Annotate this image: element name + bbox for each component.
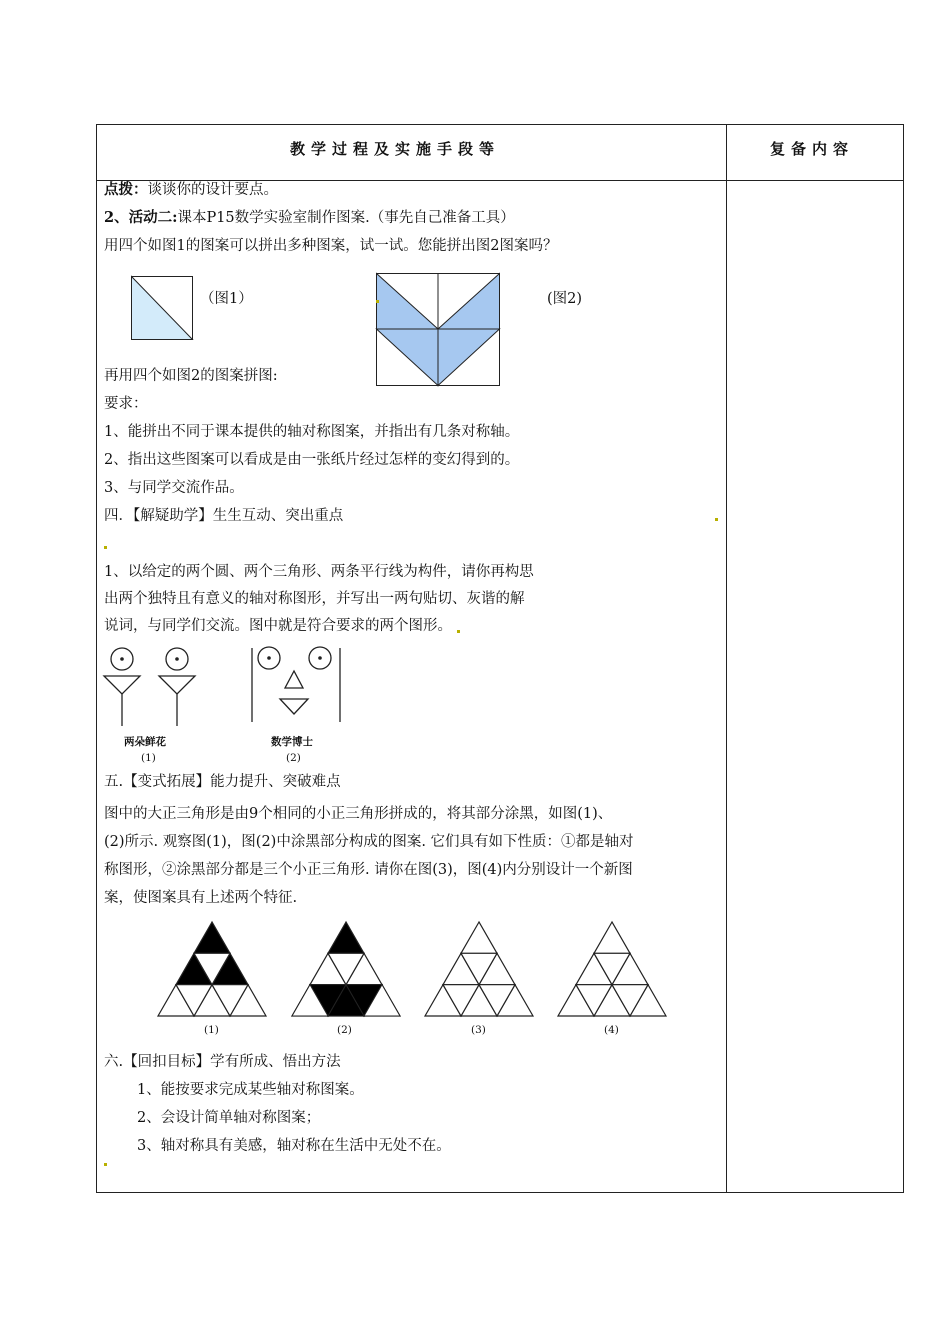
section-6-heading: 六.【回扣目标】学有所成、悟出方法 (104, 1054, 341, 1070)
fig2-caption: (图2) (547, 291, 583, 307)
fig1-caption: （图1） (200, 291, 253, 307)
goal-1: 1、能按要求完成某些轴对称图案。 (137, 1082, 364, 1098)
p5-line-2: (2)所示. 观察图(1)，图(2)中涂黑部分构成的图案. 它们具有如下性质：①都是轴对 (104, 834, 634, 850)
scan-dot (104, 546, 107, 549)
fig-a-label: 两朵鲜花 (124, 736, 166, 748)
hint-line (104, 180, 278, 200)
instruction: 用四个如图1的图案可以拼出多种图案，试一试。您能拼出图2图案吗？ (104, 238, 558, 254)
scan-dot (104, 1163, 107, 1166)
activity-label: 2、活动二: (104, 209, 178, 226)
tri-label-2: (2) (337, 1024, 352, 1036)
activity-line (104, 208, 515, 228)
header-left: 教学过程及实施手段等 (290, 140, 501, 158)
p5-line-3: 称图形，②涂黑部分都是三个小正三角形. 请你在图(3)，图(4)内分别设计一个新图 (104, 862, 633, 878)
goal-2: 2、会设计简单轴对称图案； (137, 1110, 321, 1126)
triangle-cell (594, 922, 630, 953)
req-title: 要求： (104, 396, 148, 412)
hint-text: 谈谈你的设计要点。 (147, 182, 278, 198)
activity-text: 课本P15数学实验室制作图案.（事先自己准备工具） (177, 210, 515, 226)
req-2: 2、指出这些图案可以看成是由一张纸片经过怎样的变幻得到的。 (104, 452, 520, 468)
p4-line-1: 1、以给定的两个圆、两个三角形、两条平行线为构件，请你再构思 (104, 564, 534, 580)
fig-b-num: (2) (286, 752, 301, 764)
fig-a-num: (1) (141, 752, 156, 764)
header-right: 复备内容 (770, 140, 855, 158)
scan-dot (376, 300, 379, 303)
figure-two-flowers (100, 644, 200, 728)
section-4-heading: 四．【解疑助学】生生互动、突出重点 (104, 508, 344, 524)
p4-line-3: 说词，与同学们交流。图中就是符合要求的两个图形。 (104, 618, 452, 634)
triangle-cell (194, 922, 230, 953)
section-5-heading: 五.【变式拓展】能力提升、突破难点 (104, 774, 341, 790)
triangle-figure-2 (291, 921, 401, 1017)
triangle-figure-4 (557, 921, 667, 1017)
scan-dot (715, 518, 718, 521)
triangle-cell (328, 922, 364, 953)
triangle-figure-3 (424, 921, 534, 1017)
triangle-figure-1 (157, 921, 267, 1017)
p5-line-1: 图中的大正三角形是由9个相同的小正三角形拼成的，将其部分涂黑，如图(1)、 (104, 806, 613, 822)
figure-2 (376, 273, 500, 386)
hint-label: 点拨： (104, 181, 148, 198)
column-divider (726, 124, 727, 1193)
goal-3: 3、轴对称具有美感，轴对称在生活中无处不在。 (137, 1138, 451, 1154)
triangle-cell (461, 922, 497, 953)
figure-math-doctor (246, 644, 346, 728)
figure-1 (131, 276, 193, 340)
reuse-text: 再用四个如图2的图案拼图: (104, 368, 278, 384)
req-1: 1、能拼出不同于课本提供的轴对称图案，并指出有几条对称轴。 (104, 424, 520, 440)
req-3: 3、与同学交流作品。 (104, 480, 244, 496)
fig-b-label: 数学博士 (271, 736, 313, 748)
tri-label-1: (1) (204, 1024, 219, 1036)
tri-label-3: (3) (471, 1024, 486, 1036)
p5-line-4: 案，使图案具有上述两个特征. (104, 890, 298, 906)
p4-line-2: 出两个独特且有意义的轴对称图形，并写出一两句贴切、灰谐的解 (104, 591, 525, 607)
tri-label-4: (4) (604, 1024, 619, 1036)
scan-dot (457, 630, 460, 633)
